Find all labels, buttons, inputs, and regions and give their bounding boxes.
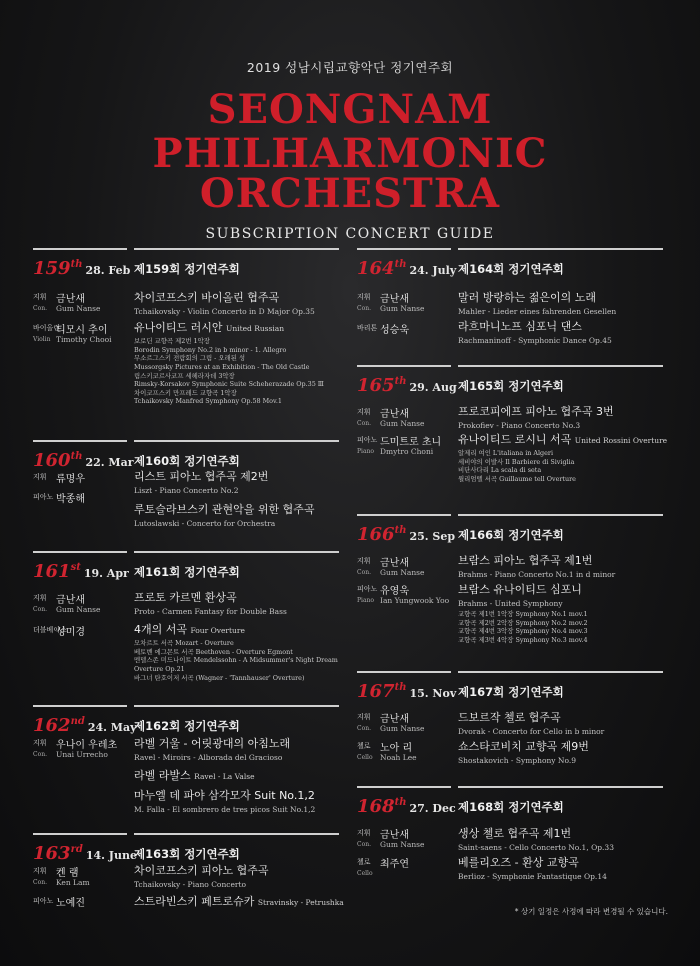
performer-name-en: Gum Nanse bbox=[380, 419, 425, 428]
concert-number bbox=[33, 561, 129, 582]
program-subtitle-en: Brahms - Piano Concerto No.1 in d minor bbox=[458, 570, 616, 579]
concert-date: 15. Nov bbox=[409, 687, 457, 700]
program-movement: 교향곡 제1번 1악장 Symphony No.1 mov.1 bbox=[458, 610, 588, 618]
program-movement: 무소르그스키 전람회의 그림 - 오래된 성 bbox=[134, 354, 246, 363]
concert-number-suffix: th bbox=[394, 525, 407, 536]
program-movement: Rimsky-Korsakov Symphonic Suite Scheherazade Op.35 Ⅲ bbox=[134, 380, 324, 389]
performer-role: 피아노 bbox=[33, 493, 54, 501]
performer-name-en: Unai Urrecho bbox=[56, 750, 108, 759]
program-subtitle-en: Tchaikovsky - Piano Concerto bbox=[134, 880, 247, 889]
program-item bbox=[458, 709, 663, 736]
program-subtitle-en: Brahms - United Symphony bbox=[458, 599, 563, 608]
program-movement: 교향곡 제3번 4악장 Symphony No.3 mov.4 bbox=[458, 635, 588, 644]
rule-right bbox=[134, 705, 339, 707]
performer-role-en: Violin bbox=[33, 336, 51, 343]
concert-number-suffix: th bbox=[394, 259, 407, 270]
performer-role: 더블베이스 bbox=[33, 626, 67, 634]
performer-name-en: Gum Nanse bbox=[380, 840, 425, 849]
concert-date: 14. June bbox=[85, 849, 138, 862]
program-movement: 교향곡 제2번 2악장 Symphony No.2 mov.2 bbox=[458, 618, 588, 627]
program-subtitle-en: Lutoslawski - Concerto for Orchestra bbox=[134, 519, 276, 528]
program-movement: 바그너 탄호이저 서곡 (Wagner - 'Tannhauser' Overture) bbox=[134, 673, 305, 682]
rule-left bbox=[357, 365, 451, 367]
performer-name: 드미트로 초니 bbox=[380, 437, 442, 448]
performer-name-en: Gum Nanse bbox=[56, 605, 101, 614]
rule-left bbox=[357, 671, 451, 673]
program-movement: 교향곡 제4번 3악장 Symphony No.4 mov.3 bbox=[458, 627, 588, 636]
concert-date: 24. July bbox=[409, 264, 457, 277]
rule-left bbox=[357, 514, 451, 516]
program-movements bbox=[458, 449, 663, 484]
program-subtitle-en: Saint-saens - Cello Concerto No.1, Op.33 bbox=[458, 843, 614, 852]
performer-name: 금난새 bbox=[56, 294, 85, 305]
performer-role: 피아노 bbox=[33, 897, 54, 905]
performer-name: 우나이 우레초 bbox=[56, 740, 118, 751]
concert-number-value: 167 bbox=[357, 681, 395, 702]
performer-role: 지휘 bbox=[33, 739, 47, 747]
rule-left bbox=[357, 786, 451, 788]
concert-number-value: 163 bbox=[33, 843, 71, 864]
concert-number bbox=[357, 524, 455, 545]
performer-name: 금난새 bbox=[380, 714, 409, 725]
concert-number-suffix: th bbox=[70, 451, 83, 462]
program-item bbox=[458, 854, 663, 881]
orchestra-title-line1: SEONGNAM bbox=[207, 86, 493, 133]
concert-date: 29. Aug bbox=[409, 381, 457, 394]
concert-number-value: 168 bbox=[357, 796, 395, 817]
performer-role: 지휘 bbox=[357, 293, 371, 301]
program-title-kr: 차이코프스키 피아노 협주곡 bbox=[134, 864, 269, 877]
rule-left bbox=[33, 551, 127, 553]
program-title bbox=[134, 767, 339, 783]
program-item bbox=[458, 403, 663, 430]
concert-title: 제162회 정기연주회 bbox=[134, 719, 240, 733]
program-item bbox=[134, 319, 339, 406]
program-title-kr: 유나이티드 로시니 서곡 bbox=[458, 433, 572, 446]
program-title-kr: 차이코프스키 바이올린 협주곡 bbox=[134, 291, 280, 304]
rule-right bbox=[134, 833, 339, 835]
performer-name: 금난새 bbox=[56, 595, 85, 606]
program-title bbox=[458, 431, 668, 447]
program-title bbox=[458, 825, 663, 841]
program-subtitle-en: Tchaikovsky - Violin Concerto in D Major Op.35 bbox=[134, 307, 315, 316]
rule-right bbox=[458, 365, 663, 367]
performer-name-en: Timothy Chooi bbox=[56, 335, 112, 344]
program-movement: 베토벤 에그몬트 서곡 Beethoven - Overture Egmont bbox=[134, 647, 293, 656]
rule-left bbox=[33, 248, 127, 250]
performer-name-en: Noah Lee bbox=[380, 753, 417, 762]
rule-left bbox=[33, 705, 127, 707]
performer-name: 박종해 bbox=[56, 494, 85, 505]
program-movement: 비단사다리 La scala di seta bbox=[458, 466, 542, 475]
concert-number-value: 164 bbox=[357, 258, 395, 279]
program-title bbox=[134, 787, 339, 803]
performer-role-en: Cello bbox=[357, 870, 373, 877]
program-title bbox=[458, 403, 663, 419]
program-subtitle-en: Liszt - Piano Concerto No.2 bbox=[134, 486, 239, 495]
performer-role: 지휘 bbox=[33, 594, 47, 602]
performer-role: 지휘 bbox=[33, 293, 47, 301]
program-movement: 차이코프스키 만프레드 교향곡 1악장 bbox=[134, 388, 237, 397]
program-title-kr: 베를리오즈 - 환상 교향곡 bbox=[458, 856, 579, 869]
program-subtitle-en: Proto - Carmen Fantasy for Double Bass bbox=[134, 607, 287, 616]
program-item bbox=[134, 621, 339, 682]
program-subtitle-en: Mahler - Lieder eines fahrenden Gesellen bbox=[458, 307, 617, 316]
program-title bbox=[134, 589, 339, 605]
program-title-kr: 유나이티드 러시안 bbox=[134, 321, 223, 334]
program-title bbox=[458, 552, 663, 568]
program-title bbox=[458, 318, 663, 334]
concert-title: 제160회 정기연주회 bbox=[134, 454, 240, 468]
concert-number-value: 161 bbox=[33, 561, 71, 582]
performer-name: 류명우 bbox=[56, 474, 85, 485]
program-title bbox=[458, 854, 663, 870]
performer-name: 금난새 bbox=[380, 830, 409, 841]
performer-role: 첼로 bbox=[357, 858, 371, 866]
program-title bbox=[134, 862, 339, 878]
program-subtitle-en: Ravel - Miroirs - Alborada del Gracioso bbox=[134, 753, 283, 762]
performer-name: 유영욱 bbox=[380, 586, 409, 597]
program-movement: Tchaikovsky Manfred Symphony Op.58 Mov.1 bbox=[134, 397, 282, 406]
program-title-kr: 브람스 유나이티드 심포니 bbox=[458, 583, 582, 596]
performer-name: 성미경 bbox=[56, 627, 85, 638]
program-item bbox=[134, 893, 344, 909]
performer-role-en: Con. bbox=[357, 305, 371, 312]
program-item bbox=[134, 589, 339, 616]
program-title bbox=[134, 289, 339, 305]
program-title bbox=[134, 319, 339, 335]
concert-title: 제168회 정기연주회 bbox=[458, 800, 564, 814]
program-item bbox=[134, 289, 339, 316]
program-title bbox=[134, 893, 344, 909]
program-movements bbox=[134, 639, 339, 682]
concert-title: 제159회 정기연주회 bbox=[134, 262, 240, 276]
concert-number bbox=[33, 450, 134, 471]
concert-number bbox=[357, 375, 457, 396]
performer-name-en: Dmytro Choni bbox=[380, 447, 434, 456]
program-movement: 림스키코르사코프 세헤라자데 3악장 bbox=[134, 371, 235, 380]
program-subtitle-en: M. Falla - El sombrero de tres picos Suit No.1,2 bbox=[134, 805, 316, 814]
performer-role-en: Piano bbox=[357, 597, 375, 604]
concert-number-suffix: th bbox=[394, 376, 407, 387]
performer-role: 지휘 bbox=[33, 867, 47, 875]
concert-title: 제164회 정기연주회 bbox=[458, 262, 564, 276]
performer-name: 금난새 bbox=[380, 294, 409, 305]
concert-number bbox=[357, 681, 456, 702]
program-subtitle-en: Dvorak - Concerto for Cello in b minor bbox=[458, 727, 605, 736]
program-title-kr: 브람스 피아노 협주곡 제1번 bbox=[458, 554, 593, 567]
program-item bbox=[458, 289, 663, 316]
concert-title: 제161회 정기연주회 bbox=[134, 565, 240, 579]
performer-name: 노예진 bbox=[56, 898, 85, 909]
program-title bbox=[134, 735, 339, 751]
program-item bbox=[134, 501, 339, 528]
performer-role: 지휘 bbox=[357, 829, 371, 837]
program-movement: Overture Op.21 bbox=[134, 664, 185, 673]
concert-title: 제163회 정기연주회 bbox=[134, 847, 240, 861]
rule-right bbox=[134, 248, 339, 250]
performer-role: 바이올린 bbox=[33, 324, 61, 332]
concert-title: 제166회 정기연주회 bbox=[458, 528, 564, 542]
program-title-en-inline: Stravinsky - Petrushka bbox=[257, 898, 344, 907]
performer-name-en: Gum Nanse bbox=[56, 304, 101, 313]
concert-number-suffix: nd bbox=[70, 716, 85, 727]
rule-left bbox=[33, 440, 127, 442]
program-title-kr: 라벨 라발스 bbox=[134, 769, 191, 782]
program-title-kr: 루토슬라브스키 관현악을 위한 협주곡 bbox=[134, 503, 315, 516]
concert-date: 19. Apr bbox=[83, 567, 129, 580]
program-subtitle-en: Shostakovich - Symphony No.9 bbox=[458, 756, 577, 765]
program-title-kr: 라벨 거울 - 어릿광대의 아침노래 bbox=[134, 737, 291, 750]
performer-role-en: Con. bbox=[357, 725, 371, 732]
program-title-en-inline: Four Overture bbox=[190, 626, 245, 635]
rule-right bbox=[134, 440, 339, 442]
program-item bbox=[458, 431, 668, 484]
concert-number bbox=[357, 258, 456, 279]
performer-name-en: Ken Lam bbox=[56, 878, 90, 887]
performer-name-en: Ian Yungwook Yoo bbox=[380, 596, 450, 605]
rule-left bbox=[357, 248, 451, 250]
program-title-kr: 말러 방랑하는 젊은이의 노래 bbox=[458, 291, 597, 304]
program-movement: 멘델스존 미드나이트 Mendelssohn - A Midsummer's Night Dream bbox=[134, 656, 338, 665]
performer-role: 지휘 bbox=[33, 473, 47, 481]
concert-number bbox=[33, 843, 137, 864]
performer-name: 금난새 bbox=[380, 558, 409, 569]
concert-number bbox=[33, 715, 137, 736]
program-title bbox=[458, 289, 663, 305]
program-movement: 보로딘 교향곡 제2번 1악장 bbox=[134, 337, 210, 345]
program-subtitle-en: Prokofiev - Piano Concerto No.3 bbox=[458, 421, 581, 430]
concert-number-value: 162 bbox=[33, 715, 71, 736]
performer-name: 최주연 bbox=[380, 859, 409, 870]
performer-name: 켄 램 bbox=[56, 868, 79, 879]
performer-role-en: Con. bbox=[357, 420, 371, 427]
rule-right bbox=[458, 786, 663, 788]
program-subtitle-en: Rachmaninoff - Symphonic Dance Op.45 bbox=[458, 336, 612, 345]
program-movements bbox=[134, 337, 339, 406]
program-title bbox=[134, 468, 339, 484]
program-title bbox=[134, 621, 339, 637]
program-movements bbox=[458, 610, 663, 645]
performer-role-en: Cello bbox=[357, 754, 373, 761]
performer-name: 노아 리 bbox=[380, 743, 413, 754]
concert-number-value: 165 bbox=[357, 375, 395, 396]
concert-number-value: 159 bbox=[33, 258, 71, 279]
rule-right bbox=[458, 671, 663, 673]
program-item bbox=[134, 787, 339, 814]
performer-name: 티모시 추이 bbox=[56, 325, 108, 336]
concert-date: 24. May bbox=[87, 721, 137, 734]
concert-number-suffix: st bbox=[70, 562, 81, 573]
program-title-kr: 라흐마니노프 심포닉 댄스 bbox=[458, 320, 582, 333]
concert-title: 제167회 정기연주회 bbox=[458, 685, 564, 699]
program-title-kr: 쇼스타코비치 교향곡 제9번 bbox=[458, 740, 589, 753]
program-item bbox=[458, 825, 663, 852]
performer-role: 지휘 bbox=[357, 557, 371, 565]
schedule-change-note: * 상기 일정은 사정에 따라 변경될 수 있습니다. bbox=[514, 907, 668, 916]
performer-role: 바리톤 bbox=[357, 324, 378, 332]
program-item bbox=[458, 318, 663, 345]
poster-header bbox=[0, 58, 700, 242]
performer-role: 지휘 bbox=[357, 713, 371, 721]
performer-role-en: Con. bbox=[33, 879, 47, 886]
program-title-en-inline: Ravel - La Valse bbox=[194, 772, 255, 781]
performer-role-en: Con. bbox=[357, 841, 371, 848]
concert-number-suffix: th bbox=[394, 797, 407, 808]
program-movement: 모차르트 서곡 Mozart - Overture bbox=[134, 639, 234, 647]
program-title-en-inline: United Russian bbox=[226, 324, 285, 333]
performer-name-en: Gum Nanse bbox=[380, 304, 425, 313]
program-item bbox=[458, 581, 663, 645]
concert-number-suffix: th bbox=[70, 259, 83, 270]
program-item bbox=[458, 552, 663, 579]
program-movement: 윌리엄텔 서곡 Guillaume tell Overture bbox=[458, 474, 576, 483]
program-item bbox=[134, 468, 339, 495]
performer-role-en: Con. bbox=[33, 305, 47, 312]
concert-number-suffix: th bbox=[394, 682, 407, 693]
program-title-kr: 프로코피에프 피아노 협주곡 3번 bbox=[458, 405, 614, 418]
program-title bbox=[458, 581, 663, 597]
concert-number bbox=[357, 796, 456, 817]
rule-left bbox=[33, 833, 127, 835]
concert-number-value: 160 bbox=[33, 450, 71, 471]
concert-date: 25. Sep bbox=[409, 530, 456, 543]
program-movement: 세비야의 이발사 Il Barbiere di Siviglia bbox=[458, 457, 575, 466]
program-title-kr: 드보르작 첼로 협주곡 bbox=[458, 711, 561, 724]
program-movement: Borodin Symphony No.2 in b minor - 1. Allegro bbox=[134, 345, 287, 354]
concert-number-suffix: rd bbox=[70, 844, 83, 855]
program-item bbox=[134, 767, 339, 783]
program-title-kr: 마누엘 데 파야 삼각모자 Suit No.1,2 bbox=[134, 789, 315, 802]
rule-right bbox=[458, 248, 663, 250]
program-subtitle-en: Berlioz - Symphonie Fantastique Op.14 bbox=[458, 872, 607, 881]
guide-heading: SUBSCRIPTION CONCERT GUIDE bbox=[205, 226, 495, 242]
performer-role-en: Con. bbox=[357, 569, 371, 576]
performer-role: 지휘 bbox=[357, 408, 371, 416]
concert-date: 28. Feb bbox=[85, 264, 131, 277]
rule-right bbox=[458, 514, 663, 516]
performer-role: 첼로 bbox=[357, 742, 371, 750]
program-title-kr: 생상 첼로 협주곡 제1번 bbox=[458, 827, 572, 840]
program-title bbox=[134, 501, 339, 517]
season-subtitle: 2019 성남시립교향악단 정기연주회 bbox=[246, 60, 454, 75]
program-title-kr: 리스트 피아노 협주곡 제2번 bbox=[134, 470, 269, 483]
performer-name-en: Gum Nanse bbox=[380, 568, 425, 577]
program-item bbox=[134, 862, 339, 889]
performer-name: 성승욱 bbox=[380, 325, 409, 336]
program-title-kr: 프로토 카르멘 환상곡 bbox=[134, 591, 237, 604]
performer-role-en: Piano bbox=[357, 448, 375, 455]
rule-right bbox=[134, 551, 339, 553]
performer-name: 금난새 bbox=[380, 409, 409, 420]
performer-role: 피아노 bbox=[357, 585, 378, 593]
program-title bbox=[458, 709, 663, 725]
concert-date: 22. Mar bbox=[85, 456, 134, 469]
performer-name-en: Gum Nanse bbox=[380, 724, 425, 733]
concert-number bbox=[33, 258, 130, 279]
performer-role: 피아노 bbox=[357, 436, 378, 444]
concert-date: 27. Dec bbox=[409, 802, 456, 815]
performer-role-en: Con. bbox=[33, 606, 47, 613]
orchestra-title-line2: PHILHARMONIC ORCHESTRA bbox=[152, 130, 548, 217]
concert-number-value: 166 bbox=[357, 524, 395, 545]
program-title bbox=[458, 738, 663, 754]
program-title-en-inline: United Rossini Overture bbox=[574, 436, 668, 445]
concert-title: 제165회 정기연주회 bbox=[458, 379, 564, 393]
performer-role-en: Con. bbox=[33, 751, 47, 758]
program-title-kr: 4개의 서곡 bbox=[134, 623, 187, 636]
program-item bbox=[458, 738, 663, 765]
program-movement: Mussorgsky Pictures at an Exhibition - The Old Castle bbox=[134, 362, 310, 371]
program-item bbox=[134, 735, 339, 762]
program-movement: 알제리 여인 L'italiana in Algeri bbox=[458, 449, 554, 457]
program-title-kr: 스트라빈스키 페트로슈카 bbox=[134, 895, 255, 908]
